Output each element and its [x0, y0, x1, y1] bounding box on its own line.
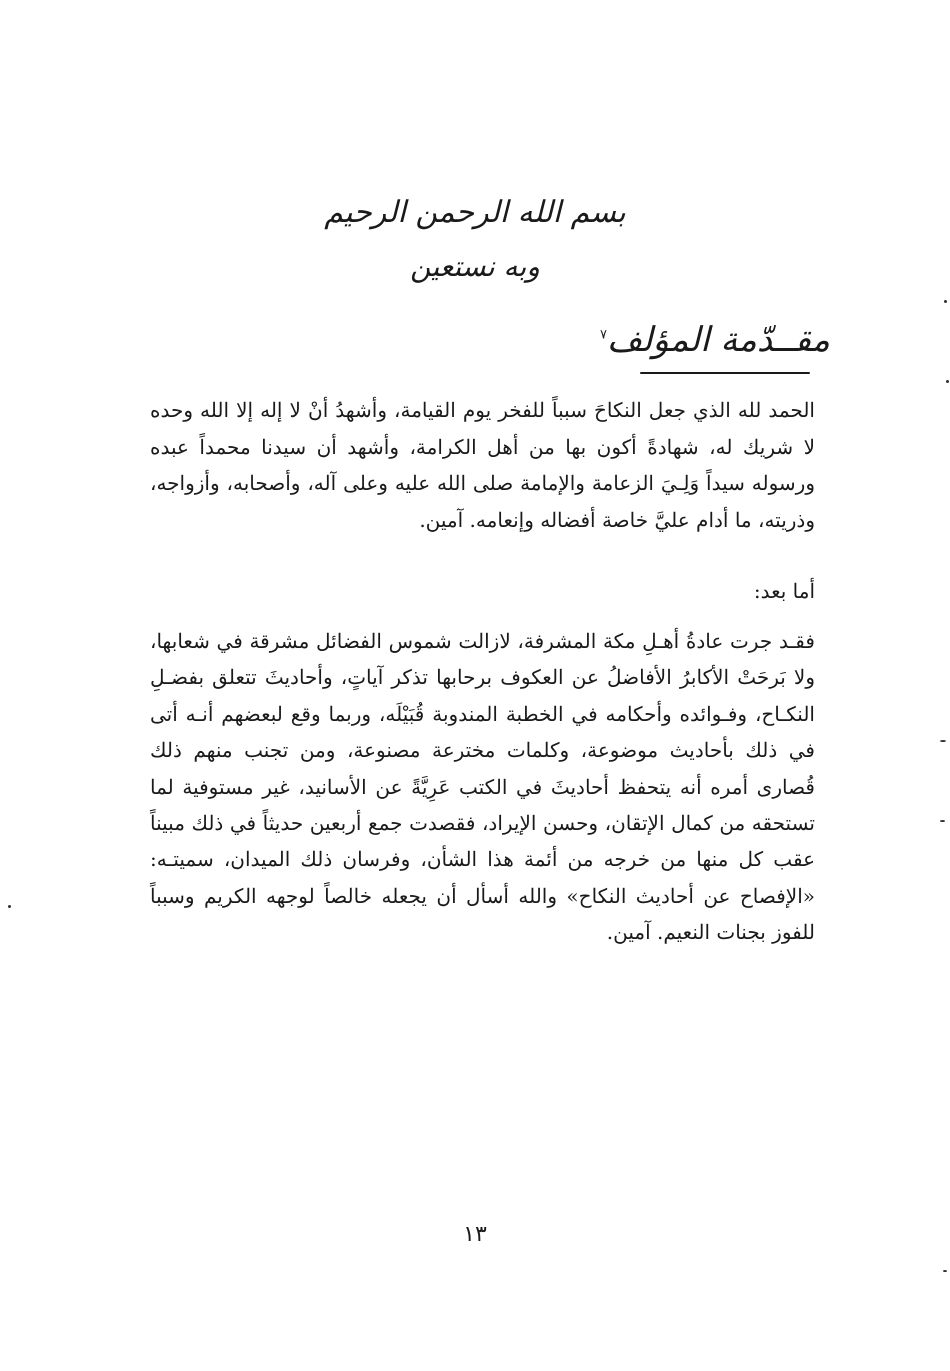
scan-speck	[940, 740, 946, 742]
paragraph-praise: الحمد لله الذي جعل النكاحَ سبباً للفخر يوم القيامة، وأشهدُ أنْ لا إله إلا الله وحده لا شريك له، شهادةً أكون بها من أهل الكرامة، وأشهد أن سيدنا محمداً عبده ورسوله سيداً وَلِـيَ الزعامة والإمامة صلى الله عليه وعلى آله، وأصحابه، وأزواجه، وذريته، ما أدام عليَّ خاصة أفضاله وإنعامه. آمين.	[150, 398, 815, 532]
heading-underline	[640, 372, 810, 374]
section-heading	[530, 320, 830, 360]
istiana-line: وبه نستعين	[410, 250, 540, 283]
paragraph-body: فقـد جرت عادةُ أهـلِ مكة المشرفة، لازالت شموس الفضائل مشرقة في شعابها، ولا بَرحَتْ الأكابرُ الأفاضلُ عن العكوف برحابها تذكر آياتٍ، وأحاديثَ تتعلق بفضـلِ النكـاح، وفـوائده وأحكامه في الخطبة المندوبة قُبَيْلَه، وربما وقع لبعضهم أنـه أتى في ذلك بأحاديث موضوعة، وكلمات مخترعة مصنوعة، ومن تجنب منهم ذلك قُصارى أمره أنه يتحفظ أحاديثَ في الكتب عَرِيَّةً عن الأسانيد، غير مستوفية لما تستحقه من كمال الإتقان، وحسن الإيراد، فقصدت جمع أربعين حديثاً في ذلك مبيناً عقب كل منها من خرجه من أئمة هذا الشأن، وفرسان ذلك الميدان، سميتـه: «الإفصاح عن أحاديث النكاح» والله أسأل أن يجعله خالصاً لوجهه الكريم وسبباً للفوز بجنات النعيم. آمين.	[150, 629, 815, 945]
scan-speck	[940, 820, 945, 822]
scan-speck	[944, 300, 947, 303]
scan-speck	[946, 380, 949, 383]
heading-title: مقــدّمة المؤلف	[606, 320, 830, 360]
basmala-line: بسم الله الرحمن الرحيم	[324, 195, 626, 230]
page-number: ١٣	[463, 1222, 487, 1247]
scan-speck	[8, 905, 11, 908]
scan-speck	[943, 1270, 947, 1272]
paragraph-amma-baad: أما بعد:	[753, 579, 815, 603]
footnote-marker: ٧	[600, 327, 607, 343]
